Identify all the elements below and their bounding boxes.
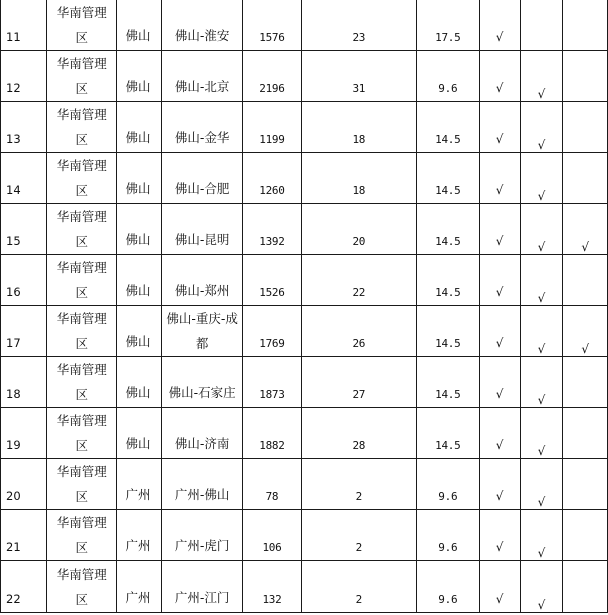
route-cell: 佛山-北京 (161, 51, 242, 102)
row-index-cell: 11 (1, 0, 47, 51)
table-row (1, 510, 608, 561)
table-row (1, 204, 608, 255)
table-body (1, 0, 608, 613)
check-cell-1: √ (479, 153, 520, 204)
length-cell: 14.5 (417, 153, 480, 204)
route-cell: 佛山-合肥 (161, 153, 242, 204)
region-line-2: 区 (75, 30, 89, 45)
region-line-1: 华南管理 (56, 362, 107, 377)
check-cell-2: √ (520, 510, 563, 561)
route-cell: 广州-佛山 (161, 459, 242, 510)
check-cell-1: √ (479, 561, 520, 613)
check-cell-3 (563, 510, 608, 561)
route-cell: 佛山-石家庄 (161, 357, 242, 408)
route-cell: 佛山-济南 (161, 408, 242, 459)
region-cell (47, 255, 117, 306)
length-cell: 14.5 (417, 255, 480, 306)
table-row (1, 459, 608, 510)
distance-cell: 1392 (243, 204, 301, 255)
check-cell-2: √ (520, 408, 563, 459)
check-cell-2: √ (520, 204, 563, 255)
check-cell-3 (563, 561, 608, 613)
check-cell-2: √ (520, 51, 563, 102)
check-cell-3: √ (563, 204, 608, 255)
region-line-1: 华南管理 (56, 5, 107, 20)
city-cell: 佛山 (117, 153, 162, 204)
row-index-cell: 13 (1, 102, 47, 153)
region-cell (47, 153, 117, 204)
distance-cell: 106 (243, 510, 301, 561)
row-index-cell: 12 (1, 51, 47, 102)
length-cell: 17.5 (417, 0, 480, 51)
length-cell: 14.5 (417, 306, 480, 357)
check-cell-1: √ (479, 510, 520, 561)
region-line-1: 华南管理 (56, 158, 107, 173)
region-line-2: 区 (75, 183, 89, 198)
row-index-cell: 19 (1, 408, 47, 459)
region-line-1: 华南管理 (56, 260, 107, 275)
hours-cell: 23 (301, 0, 417, 51)
hours-cell: 2 (301, 510, 417, 561)
city-cell: 佛山 (117, 0, 162, 51)
check-cell-1: √ (479, 51, 520, 102)
region-line-2: 区 (75, 285, 89, 300)
hours-cell: 18 (301, 153, 417, 204)
row-index-cell: 16 (1, 255, 47, 306)
check-cell-2: √ (520, 255, 563, 306)
check-cell-1: √ (479, 0, 520, 51)
region-cell (47, 408, 117, 459)
check-cell-2: √ (520, 561, 563, 613)
check-cell-1: √ (479, 204, 520, 255)
region-cell (47, 306, 117, 357)
row-index-cell: 22 (1, 561, 47, 613)
check-cell-2: √ (520, 357, 563, 408)
row-index-cell: 17 (1, 306, 47, 357)
region-line-1: 华南管理 (56, 567, 107, 582)
region-line-1: 华南管理 (56, 464, 107, 479)
table-row (1, 153, 608, 204)
distance-cell: 132 (243, 561, 301, 613)
hours-cell: 27 (301, 357, 417, 408)
distance-cell: 1526 (243, 255, 301, 306)
region-cell (47, 0, 117, 51)
city-cell: 佛山 (117, 102, 162, 153)
check-cell-3 (563, 357, 608, 408)
region-line-2: 区 (75, 336, 89, 351)
region-cell (47, 357, 117, 408)
hours-cell: 18 (301, 102, 417, 153)
table-row (1, 51, 608, 102)
row-index-cell: 20 (1, 459, 47, 510)
region-line-1: 华南管理 (56, 515, 107, 530)
route-line-2: 都 (195, 336, 209, 351)
distance-cell: 78 (243, 459, 301, 510)
hours-cell: 2 (301, 561, 417, 613)
city-cell: 佛山 (117, 51, 162, 102)
table-row (1, 102, 608, 153)
route-cell: 佛山-金华 (161, 102, 242, 153)
distance-cell: 1199 (243, 102, 301, 153)
length-cell: 9.6 (417, 561, 480, 613)
length-cell: 9.6 (417, 51, 480, 102)
city-cell: 广州 (117, 459, 162, 510)
distance-cell: 1260 (243, 153, 301, 204)
region-cell (47, 561, 117, 613)
check-cell-1: √ (479, 357, 520, 408)
check-cell-3 (563, 408, 608, 459)
check-cell-3 (563, 0, 608, 51)
length-cell: 14.5 (417, 357, 480, 408)
region-line-1: 华南管理 (56, 209, 107, 224)
city-cell: 广州 (117, 561, 162, 613)
region-cell (47, 51, 117, 102)
table-row (1, 255, 608, 306)
city-cell: 佛山 (117, 357, 162, 408)
distance-cell: 1576 (243, 0, 301, 51)
length-cell: 14.5 (417, 204, 480, 255)
length-cell: 14.5 (417, 102, 480, 153)
table-row (1, 561, 608, 613)
distance-cell: 1873 (243, 357, 301, 408)
region-cell (47, 510, 117, 561)
region-line-2: 区 (75, 387, 89, 402)
route-cell: 佛山-昆明 (161, 204, 242, 255)
check-cell-3 (563, 102, 608, 153)
region-line-2: 区 (75, 438, 89, 453)
region-line-2: 区 (75, 489, 89, 504)
row-index-cell: 15 (1, 204, 47, 255)
route-cell: 佛山-淮安 (161, 0, 242, 51)
region-line-1: 华南管理 (56, 107, 107, 122)
check-cell-1: √ (479, 102, 520, 153)
check-cell-1: √ (479, 255, 520, 306)
length-cell: 14.5 (417, 408, 480, 459)
table-row (1, 306, 608, 357)
city-cell: 广州 (117, 510, 162, 561)
hours-cell: 31 (301, 51, 417, 102)
check-cell-3 (563, 255, 608, 306)
city-cell: 佛山 (117, 204, 162, 255)
check-cell-2: √ (520, 459, 563, 510)
region-cell (47, 459, 117, 510)
table-row (1, 357, 608, 408)
region-line-1: 华南管理 (56, 413, 107, 428)
length-cell: 9.6 (417, 510, 480, 561)
region-line-2: 区 (75, 81, 89, 96)
check-cell-2: √ (520, 306, 563, 357)
row-index-cell: 21 (1, 510, 47, 561)
check-cell-1: √ (479, 306, 520, 357)
check-cell-1: √ (479, 408, 520, 459)
region-line-2: 区 (75, 540, 89, 555)
check-cell-2: √ (520, 153, 563, 204)
row-index-cell: 18 (1, 357, 47, 408)
row-index-cell: 14 (1, 153, 47, 204)
region-line-1: 华南管理 (56, 311, 107, 326)
distance-cell: 2196 (243, 51, 301, 102)
hours-cell: 2 (301, 459, 417, 510)
table-row (1, 408, 608, 459)
region-line-2: 区 (75, 234, 89, 249)
route-line-1: 佛山-重庆-成 (166, 311, 238, 326)
check-cell-1: √ (479, 459, 520, 510)
route-cell (161, 306, 242, 357)
table-row (1, 0, 608, 51)
city-cell: 佛山 (117, 408, 162, 459)
city-cell: 佛山 (117, 306, 162, 357)
hours-cell: 26 (301, 306, 417, 357)
region-line-2: 区 (75, 592, 89, 607)
check-cell-3 (563, 153, 608, 204)
check-cell-3 (563, 51, 608, 102)
region-line-2: 区 (75, 132, 89, 147)
region-line-1: 华南管理 (56, 56, 107, 71)
region-cell (47, 204, 117, 255)
route-cell: 广州-江门 (161, 561, 242, 613)
check-cell-3: √ (563, 306, 608, 357)
hours-cell: 28 (301, 408, 417, 459)
hours-cell: 22 (301, 255, 417, 306)
check-cell-3 (563, 459, 608, 510)
hours-cell: 20 (301, 204, 417, 255)
check-cell-2 (520, 0, 563, 51)
length-cell: 9.6 (417, 459, 480, 510)
distance-cell: 1769 (243, 306, 301, 357)
distance-cell: 1882 (243, 408, 301, 459)
city-cell: 佛山 (117, 255, 162, 306)
region-cell (47, 102, 117, 153)
route-cell: 广州-虎门 (161, 510, 242, 561)
route-cell: 佛山-郑州 (161, 255, 242, 306)
check-cell-2: √ (520, 102, 563, 153)
